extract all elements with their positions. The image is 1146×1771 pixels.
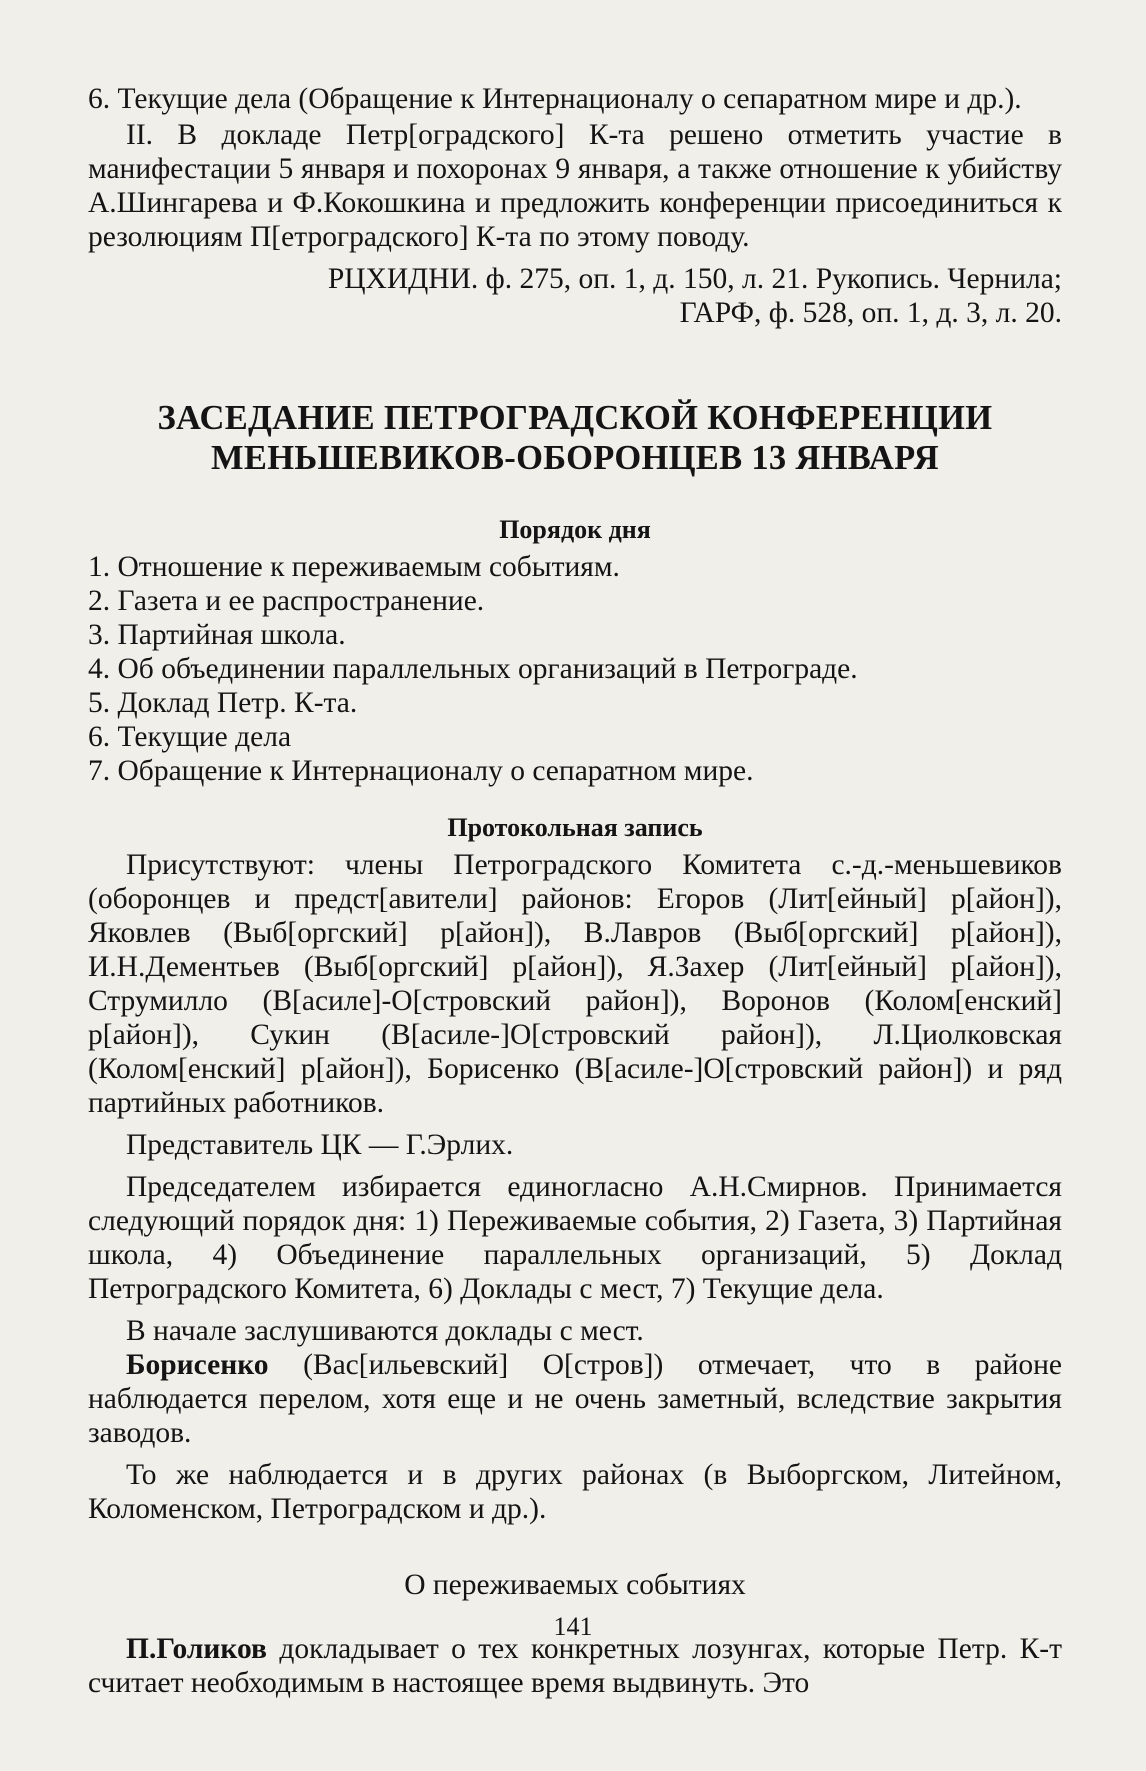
agenda-item: 7. Обращение к Интернационалу о сепаратном мире.: [88, 755, 754, 787]
local-reports-intro: В начале заслушиваются доклады с мест.: [126, 1315, 644, 1347]
agenda-item: 2. Газета и ее распространение.: [88, 585, 485, 617]
agenda-item: 1. Отношение к переживаемым событиям.: [88, 551, 620, 583]
agenda-item: 5. Доклад Петр. К-та.: [88, 687, 358, 719]
agenda-list: [88, 550, 1062, 788]
archive-reference-2: ГАРФ, ф. 528, оп. 1, д. 3, л. 20.: [679, 297, 1062, 329]
agenda-item: 3. Партийная школа.: [88, 619, 346, 651]
speaker-text: докладывает о тех конкретных лозунгах, которые Петр. К-т считает необходимым в настоящее время выдвинуть. Это: [88, 1633, 1062, 1699]
golikov-paragraph: [88, 1632, 1062, 1700]
borisenko-paragraph: [88, 1348, 1062, 1450]
document-title-line-2: МЕНЬШЕВИКОВ-ОБОРОНЦЕВ 13 ЯНВАРЯ: [211, 439, 939, 477]
paragraph-roman-2: II. В докладе Петр[оградского] К-та решено отметить участие в манифестации 5 января и похоронах 9 января, а также отношение к убийству А.Шингарева и Ф.Кокошкина и предложить конференции присоединиться к резолюциям П[етроградского] К-та по этому поводу.: [88, 119, 1062, 253]
attendees-paragraph: Присутствуют: члены Петроградского Комитета с.-д.-меньшевиков (оборонцев и предст[авители] районов: Егоров (Лит[ейный] р[айон]), Яковлев (Выб[оргский] р[айон]), В.Лавров (Выб[оргский] р[айон]), И.Н.Дементьев (Выб[оргский] р[айон]), Я.Захер (Лит[ейный] р[айон]), Струмилло (В[асиле]-О[стровский район]), Воронов (Колом[енский] р[айон]), Сукин (В[асиле-]О[стровский район]), Л.Циолковская (Колом[енский] р[айон]), Борисенко (В[асиле-]О[стровский район]) и ряд партийных работников.: [88, 849, 1062, 1119]
text-column: [88, 82, 1062, 1700]
cc-representative: Представитель ЦК — Г.Эрлих.: [126, 1129, 514, 1161]
document-title-line-1: ЗАСЕДАНИЕ ПЕТРОГРАДСКОЙ КОНФЕРЕНЦИИ: [157, 399, 993, 437]
page-number: 141: [553, 1612, 593, 1641]
agenda-item: 4. Об объединении параллельных организаций в Петрограде.: [88, 653, 858, 685]
speaker-text: (Вас[ильевский] О[стров]) отмечает, что в районе наблюдается перелом, хотя еще и не очень заметный, вследствие закрытия заводов.: [88, 1349, 1062, 1449]
section-heading: О переживаемых событиях: [404, 1569, 746, 1601]
agenda-item: 6. Текущие дела: [88, 721, 292, 753]
protocol-heading: Протокольная запись: [447, 813, 703, 842]
agenda-continuation-item-6: 6. Текущие дела (Обращение к Интернационалу о сепаратном мире и др.).: [88, 83, 1022, 115]
speaker-name: П.Голиков: [126, 1633, 267, 1665]
chair-paragraph: Председателем избирается единогласно А.Н.Смирнов. Принимается следующий порядок дня: 1) Переживаемые события, 2) Газета, 3) Партийная школа, 4) Объединение параллельных организаций, 5) Доклад Петроградского Комитета, 6) Доклады с мест, 7) Текущие дела.: [88, 1171, 1062, 1305]
archive-reference-1: РЦХИДНИ. ф. 275, оп. 1, д. 150, л. 21. Рукопись. Чернила;: [327, 263, 1062, 295]
agenda-heading: Порядок дня: [499, 515, 651, 544]
other-districts-paragraph: То же наблюдается и в других районах (в Выборгском, Литейном, Коломенском, Петроградском и др.).: [88, 1459, 1062, 1525]
speaker-name: Борисенко: [126, 1349, 269, 1381]
